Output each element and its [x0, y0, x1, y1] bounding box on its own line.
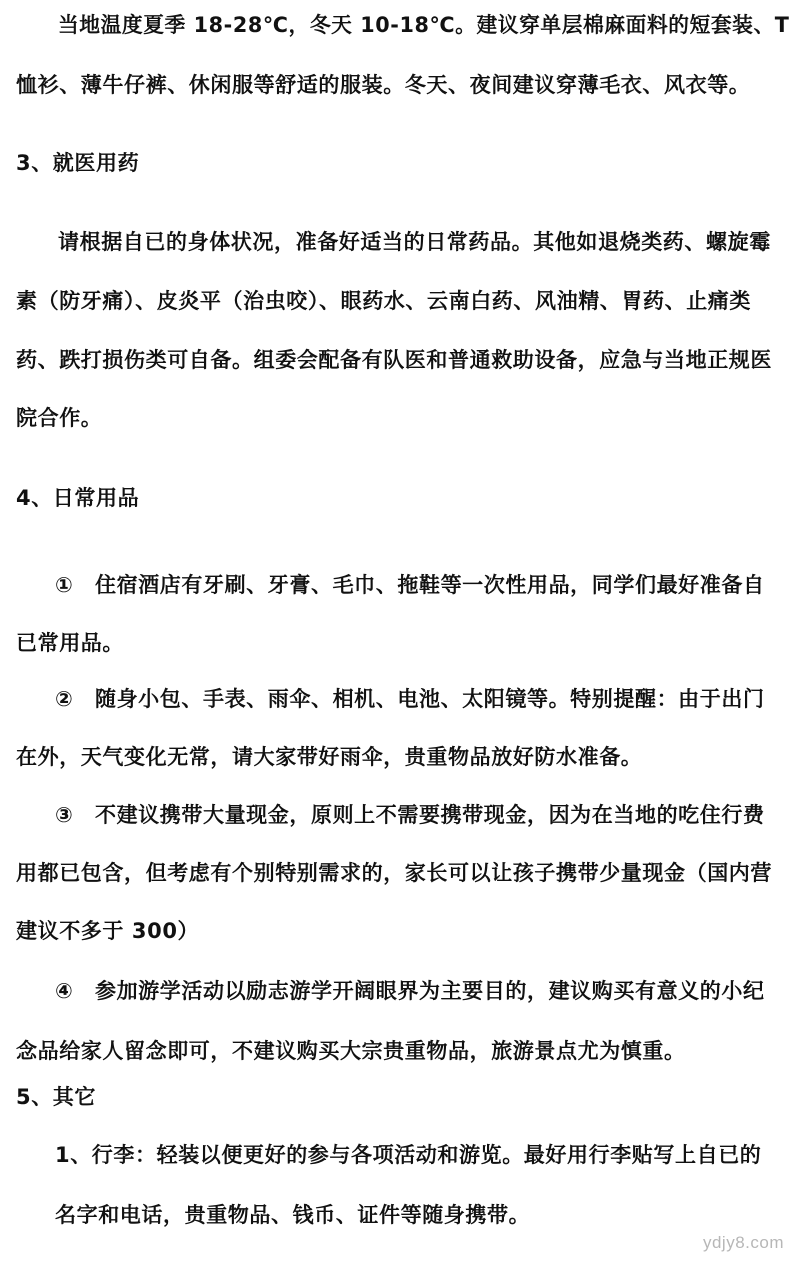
watermark: ydjy8.com — [702, 1233, 784, 1252]
section-4-item-2-line-2: 在外，天气变化无常，请大家带好雨伞，贵重物品放好防水准备。 — [16, 745, 643, 769]
section-3-line-4: 院合作。 — [16, 406, 103, 430]
section-5-item-1-line-1: 1、行李：轻装以便更好的参与各项活动和游览。最好用行李贴写上自已的 — [55, 1143, 762, 1167]
section-3-line-1: 请根据自已的身体状况，准备好适当的日常药品。其他如退烧类药、螺旋霉 — [58, 230, 771, 254]
section-4-item-4-line-2: 念品给家人留念即可，不建议购买大宗贵重物品，旅游景点尤为慎重。 — [16, 1039, 686, 1063]
climate-line-2: 恤衫、薄牛仔裤、休闲服等舒适的服装。冬天、夜间建议穿薄毛衣、风衣等。 — [16, 73, 751, 97]
section-4-item-3-line-2: 用都已包含，但考虑有个别特别需求的，家长可以让孩子携带少量现金（国内营 — [16, 861, 772, 885]
section-4-item-2-line-1: ② 随身小包、手表、雨伞、相机、电池、太阳镜等。特别提醒：由于出门 — [55, 687, 765, 711]
section-4-item-3-line-3: 建议不多于 300） — [16, 919, 200, 943]
section-5-item-1-line-2: 名字和电话，贵重物品、钱币、证件等随身携带。 — [55, 1203, 531, 1227]
section-4-item-3-line-1: ③ 不建议携带大量现金，原则上不需要携带现金，因为在当地的吃住行费 — [55, 803, 765, 827]
section-4-heading: 4、日常用品 — [16, 486, 140, 510]
section-4-item-1-line-1: ① 住宿酒店有牙刷、牙膏、毛巾、拖鞋等一次性用品，同学们最好准备自 — [55, 573, 765, 597]
section-3-heading: 3、就医用药 — [16, 151, 140, 175]
section-5-heading: 5、其它 — [16, 1085, 97, 1109]
section-3-line-3: 药、跌打损伤类可自备。组委会配备有队医和普通救助设备，应急与当地正规医 — [16, 348, 772, 372]
climate-line-1: 当地温度夏季 18-28℃，冬天 10-18℃。建议穿单层棉麻面料的短套装、T — [58, 13, 790, 37]
section-3-line-2: 素（防牙痛）、皮炎平（治虫咬）、眼药水、云南白药、风油精、胃药、止痛类 — [16, 289, 751, 313]
section-4-item-1-line-2: 已常用品。 — [16, 631, 124, 655]
section-4-item-4-line-1: ④ 参加游学活动以励志游学开阔眼界为主要目的，建议购买有意义的小纪 — [55, 979, 765, 1003]
